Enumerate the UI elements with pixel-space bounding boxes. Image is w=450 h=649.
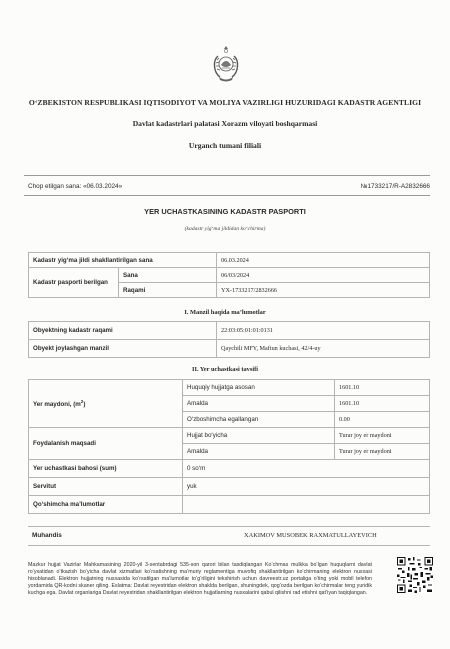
document-subtitle: (kadastr yig‘ma jildidan ko‘chirma) — [184, 226, 266, 232]
table-row — [29, 253, 430, 268]
purpose-actual-label: Amalda — [183, 444, 335, 460]
servitut-value: yuk — [183, 478, 430, 496]
signature-row — [28, 526, 430, 546]
area-seized-label: O‘zboshimcha egallangan — [183, 412, 335, 428]
purpose-by-document-value: Turar joy er maydoni — [335, 428, 430, 444]
purpose-actual-value: Turar joy er maydoni — [335, 444, 430, 460]
table-row — [29, 496, 430, 514]
servitut-label: Servitut — [29, 478, 183, 496]
general-info-table — [28, 252, 430, 298]
branch-name: Urganch tumani filiali — [188, 141, 262, 150]
document-title: YER UCHASTKASINING KADASTR PASPORTI — [144, 207, 306, 216]
area-seized-value: 0.00 — [335, 412, 430, 428]
document-number: №1733217/R-A2832666 — [360, 183, 430, 190]
table-row — [29, 478, 430, 496]
legal-notice: Mazkur hujjat Vazirlar Mahkamasining 2020-yil 3-sentabrdagi 535-son qarori bilan tasdiqlangan Ko‘chmas mulkka bo‘lgan huquqlarni davlat ro‘yxatidan o‘tkazish bo‘yicha davlat xizmatlari ko‘rsatishning ma’muriy reglamentiga muvofiq shakllantirilgan ko‘chirmaning elektron nusxasi hisoblanadi. Elektron hujjatning nusxasida ko‘rsatilgan ma’lumotlar to‘g‘riligini tekshirish uchun davreestr.uz portaliga o‘ting yoki mobil telefon yordamida QR-kodni skaner qiling. Eslatma: Davlat reyestridan elektron shaklda berilgan, shuningdek, qog‘ozda berilgan ko‘chirmalar teng yuridik kuchga ega. Davlat organlariga Davlat reyestridan shakllantirilgan elektron hujjatlarning nusxalarini qabul qilishni rad etishni qat’iyan taqiqlangan. — [28, 562, 372, 597]
table-row — [29, 428, 430, 444]
cadastral-number-value: 22:03:05:01:01:0131 — [217, 322, 430, 340]
issue-date-value: 06/03/2024 — [217, 268, 430, 283]
formed-date-value: 06.03.2024 — [217, 253, 430, 268]
object-address-label: Obyekt joylashgan manzil — [29, 340, 217, 358]
state-emblem-icon — [210, 44, 242, 84]
chamber-name: Davlat kadastrlari palatasi Xorazm viloyati boshqarmasi — [132, 119, 318, 128]
header-divider — [24, 175, 430, 176]
land-area-label: Yer maydoni, $(m^2)$ — [29, 380, 183, 428]
table-row — [29, 460, 430, 478]
valuation-label: Yer uchastkasi bahosi (sum) — [29, 460, 183, 478]
qr-code-icon[interactable] — [397, 557, 433, 593]
table-row — [29, 322, 430, 340]
valuation-value: 0 so‘m — [183, 460, 430, 478]
meta-divider — [24, 195, 430, 196]
engineer-name: XAKIMOV MUSOBEK RAXMATULLAYEVICH — [244, 532, 377, 539]
extra-info-label: Qo‘shimcha ma’lumotlar — [29, 496, 183, 514]
passport-issued-label: Kadastr pasporti berilgan — [29, 268, 119, 298]
section-2-title: II. Yer uchastkasi tavsifi — [191, 366, 259, 373]
usage-purpose-label: Foydalanish maqsadi — [29, 428, 183, 460]
area-by-document-value: 1601.10 — [335, 380, 430, 396]
agency-name: O‘ZBEKISTON RESPUBLIKASI IQTISODIYOT VA MOLIYA VAZIRLIGI HUZURIDAGI KADASTR AGENTLIGI — [28, 98, 422, 107]
object-address-value: Qaychili MFY, Maftun kuchasi, 42/4-uy — [217, 340, 430, 358]
area-actual-value: 1601.10 — [335, 396, 430, 412]
purpose-by-document-label: Hujjat bo‘yicha — [183, 428, 335, 444]
address-table — [28, 321, 430, 358]
print-date: Chop etilgan sana: «06.03.2024» — [28, 183, 123, 190]
area-actual-label: Amalda — [183, 396, 335, 412]
engineer-label: Muhandis — [32, 532, 62, 539]
formed-date-label: Kadastr yig‘ma jildi shakllantirilgan sana — [29, 253, 217, 268]
land-description-table — [28, 379, 430, 514]
passport-number-value: YX-1733217/2832666 — [217, 283, 430, 298]
extra-info-value — [183, 496, 430, 514]
area-by-document-label: Huquqiy hujjatga asosan — [183, 380, 335, 396]
cadastral-number-label: Obyektning kadastr raqami — [29, 322, 217, 340]
table-row — [29, 340, 430, 358]
section-1-title: I. Manzil haqida ma’lumotlar — [184, 309, 266, 316]
table-row — [29, 380, 430, 396]
passport-number-label: Raqami — [119, 283, 217, 298]
table-row — [29, 268, 430, 283]
issue-date-label: Sana — [119, 268, 217, 283]
